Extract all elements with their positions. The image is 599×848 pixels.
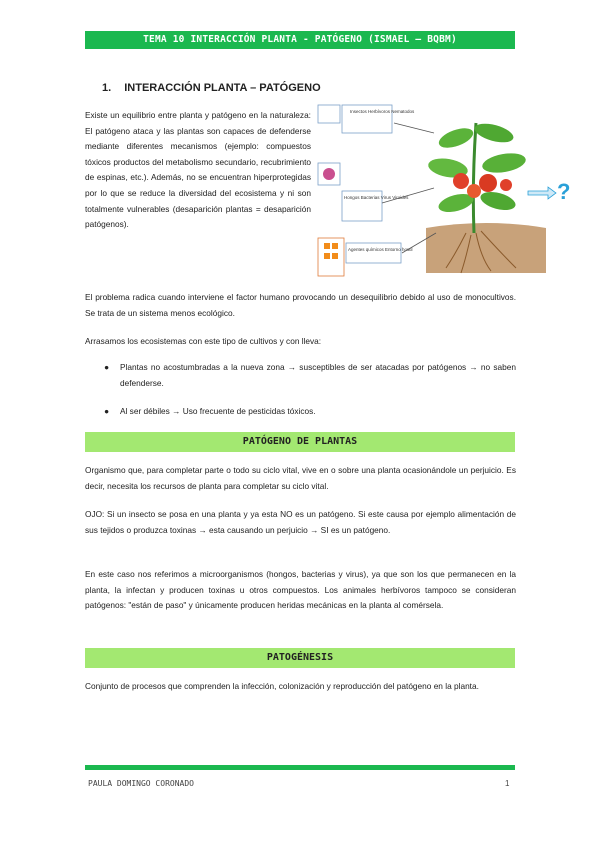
chem-box [346,243,401,263]
footer-bar [85,765,515,770]
hazard-icon-4 [332,253,338,259]
bullet-text: Plantas no acostumbradas a la nueva zona → susceptibles de ser atacadas por patógenos → no saben defenderse. [120,362,516,388]
chem-label: Agentes químicos Entorno hostil [348,247,413,252]
footer-author: PAULA DOMINGO CORONADO [88,779,194,788]
tomato-2 [479,174,497,192]
leaf-2 [473,120,516,146]
plant-pathogen-illustration [316,103,576,283]
pathogen-paragraph-1: Organismo que, para completar parte o todo su ciclo vital, vive en o sobre una planta ocasionándole un perjuicio. Es decir, necesita los recursos de planta para completar su ciclo vital. [85,465,516,491]
subhead-pathogenesis-title: PATOGÉNESIS [266,652,334,663]
stem-shape [473,123,476,233]
pathogen-paragraph-3: En este caso nos referimos a microorganismos (hongos, bacterias y virus), ya que son los que permanecen en la planta, la infectan y producen toxinas u otros compuestos. Los animales herbívoros tampoco se consideran patógenos: "están de paso" y únicamente producen heridas mecánicas en la planta al comérsela. [85,569,516,611]
subhead-pathogen [85,432,515,452]
header-title: TEMA 10 INTERACCIÓN PLANTA - PATÓGENO (ISMAEL – BQBM) [143,34,457,45]
intro-paragraph-2: El problema radica cuando interviene el factor humano provocando un desequilibrio debido al uso de monocultivos. Se trata de un sistema menos ecológico. [85,292,516,318]
intro-paragraph-3: Arrasamos los ecosistemas con este tipo de cultivos y con lleva: [85,336,322,346]
tomato-4 [500,179,512,191]
question-mark-icon: ? [557,179,571,204]
bullet-item [104,360,516,391]
leaf-4 [481,150,527,175]
section-title-text: INTERACCIÓN PLANTA – PATÓGENO [124,82,321,94]
fungi-label: Hongos Bacterias Virus Viroides [344,195,409,200]
bullet-text: Al ser débiles → Uso frecuente de pesticidas tóxicos. [120,406,316,417]
hazard-icon-2 [332,243,338,249]
bullet-dot: ● [104,362,110,372]
hazard-icon-1 [324,243,330,249]
subhead-pathogen-title: PATÓGENO DE PLANTAS [242,436,358,447]
tomato-3 [467,184,481,198]
intro-paragraph-1: Existe un equilibrio entre planta y patógeno en la naturaleza: El patógeno ataca y las plantas son capaces de defenderse mediante diferentes mecanismos (ejemplo: compuestos tóxicos productos del metabolismo secundario, recubrimiento de espinas, etc.). Además, no se encuentran hiperprotegidas por lo que se reduce la diversidad del ecosistema y ni son totalmente vulnerables (desaparición plantas = desaparición patógenos). [85,110,311,230]
bullet-list [104,360,516,433]
pathogen-paragraph-2: OJO: Si un insecto se posa en una planta y ya esta NO es un patógeno. Si este causa por ejemplo alimentación de sus tejidos o produzca toxinas → esta causando un perjuicio → SI es un patógeno. [85,509,516,535]
section-title [102,82,321,94]
arrow-1 [394,123,434,133]
tomato-1 [453,173,469,189]
microbe-icon [323,168,335,180]
section-number: 1. [102,82,112,94]
hazard-icon-3 [324,253,330,259]
subhead-pathogenesis [85,648,515,668]
chem-icon-box [318,238,344,276]
bullet-item [104,404,516,420]
result-arrow-icon [528,187,556,199]
leaf-1 [436,124,475,151]
insects-label: Insectos Herbívoros Nematodos [350,109,415,114]
soil-shape [426,223,546,273]
pathogenesis-paragraph: Conjunto de procesos que comprenden la infección, colonización y reproducción del patógeno en la planta. [85,681,479,691]
icon-box-1 [318,105,340,123]
header-bar [85,31,515,49]
page-number: 1 [505,779,510,788]
leaf-6 [479,189,518,214]
bullet-dot: ● [104,406,110,417]
